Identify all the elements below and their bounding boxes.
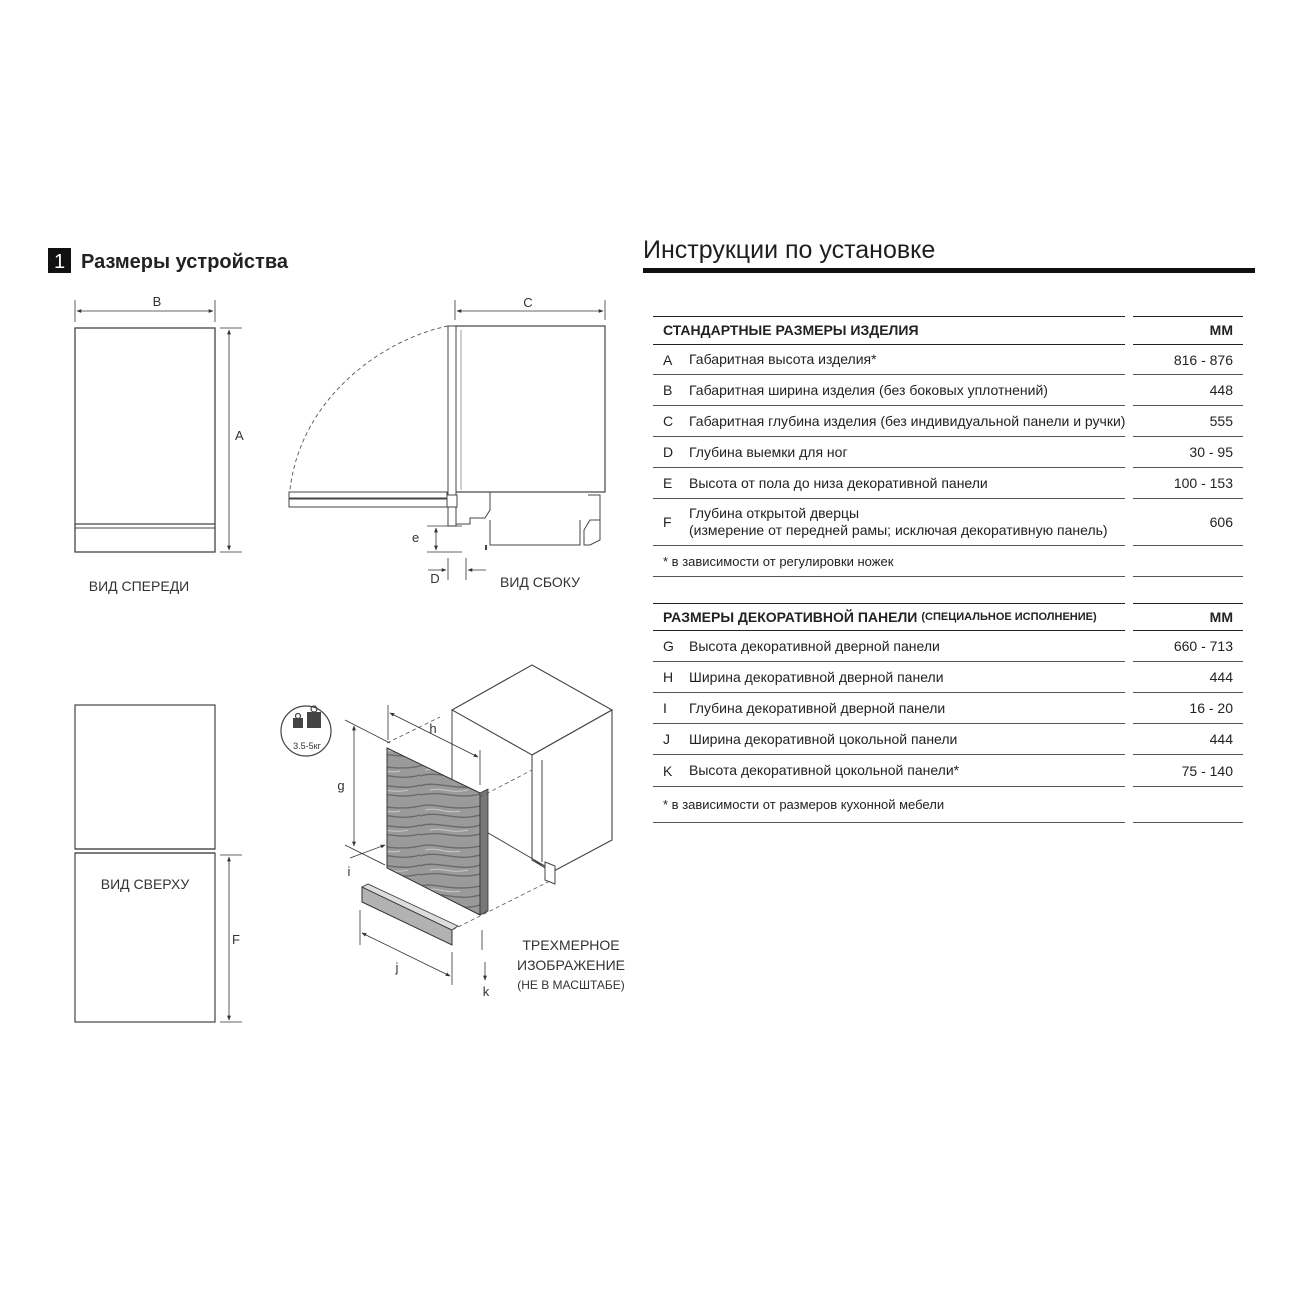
section-title: Размеры устройства — [81, 251, 289, 273]
row-value: 444 — [1209, 669, 1233, 685]
top-view-label: ВИД СВЕРХУ — [100, 876, 190, 892]
table2-title — [663, 603, 1097, 630]
row-description: Габаритная высота изделия* — [689, 351, 877, 367]
row-description: Ширина декоративной дверной панели — [689, 668, 944, 685]
dim-label-b: B — [152, 294, 162, 309]
iso-view — [281, 665, 625, 999]
row-letter: C — [663, 413, 674, 429]
row-description: Глубина декоративной дверной панели — [689, 699, 946, 716]
side-body — [455, 326, 605, 492]
iso-label-1: ТРЕХМЕРНОЕ — [522, 937, 620, 953]
table2-unit: ММ — [1209, 608, 1233, 625]
row-value: 100 - 153 — [1173, 475, 1233, 491]
table-row — [653, 499, 1243, 546]
table1-footnote: * в зависимости от регулировки ножек — [663, 553, 894, 569]
row-description: Глубина выемки для ног — [689, 443, 848, 460]
table1-unit: ММ — [1209, 322, 1233, 338]
open-door — [289, 492, 447, 498]
table-row — [653, 468, 1243, 499]
row-letter: A — [663, 351, 673, 368]
table-row — [653, 437, 1243, 468]
front-body — [75, 328, 215, 552]
row-letter: B — [663, 382, 673, 398]
table-row — [653, 755, 1243, 787]
table1-note-row — [653, 546, 1243, 577]
open-door-arc — [290, 326, 448, 490]
table2-header — [653, 603, 1243, 631]
row-value: 660 - 713 — [1173, 638, 1233, 654]
row-value: 606 — [1209, 514, 1233, 530]
row-letter: D — [663, 444, 674, 460]
row-description: Высота от пола до низа декоративной панели — [689, 474, 988, 491]
table1-header — [653, 316, 1243, 345]
table-row — [653, 693, 1243, 724]
table1-title: СТАНДАРТНЫЕ РАЗМЕРЫ ИЗДЕЛИЯ — [663, 322, 919, 338]
row-letter: E — [663, 475, 673, 491]
dim-label-h: h — [429, 721, 437, 736]
iso-label-2: ИЗОБРАЖЕНИЕ — [517, 957, 625, 973]
row-description — [689, 499, 1108, 545]
iso-label-3: (НЕ В МАСШТАБЕ) — [517, 978, 625, 992]
table-row — [653, 406, 1243, 437]
dim-label-d: D — [430, 571, 440, 586]
dim-label-i: i — [347, 864, 351, 879]
row-description-line1: Глубина открытой дверцы — [689, 505, 860, 521]
table-row — [653, 724, 1243, 755]
dim-line-j — [362, 933, 450, 976]
table-row — [653, 662, 1243, 693]
front-view-label: ВИД СПЕРЕДИ — [88, 578, 190, 594]
row-letter: H — [663, 669, 674, 685]
dim-label-j: j — [395, 960, 399, 975]
row-value: 444 — [1209, 731, 1233, 747]
row-description: Высота декоративной цокольной панели* — [689, 762, 960, 778]
row-letter: K — [663, 762, 673, 779]
row-letter: J — [663, 731, 670, 747]
row-letter: F — [663, 514, 672, 530]
top-body — [75, 705, 215, 849]
table2-footnote: * в зависимости от размеров кухонной мебели — [663, 797, 945, 812]
dim-label-a: A — [235, 428, 244, 443]
row-value: 448 — [1209, 382, 1233, 398]
row-value: 30 - 95 — [1189, 444, 1233, 460]
row-value: 75 - 140 — [1181, 762, 1233, 779]
top-view — [75, 705, 242, 1022]
weight-icon — [293, 718, 303, 728]
table2-title-main: РАЗМЕРЫ ДЕКОРАТИВНОЙ ПАНЕЛИ — [663, 608, 918, 625]
side-view-label: ВИД СБОКУ — [499, 574, 581, 590]
row-letter: G — [663, 638, 674, 654]
dim-label-c: C — [523, 295, 533, 310]
row-description: Габаритная глубина изделия (без индивидуальной панели и ручки) — [689, 412, 1126, 429]
row-letter: I — [663, 700, 667, 716]
table2-note-row — [653, 787, 1243, 823]
section-number: 1 — [53, 251, 66, 273]
dim-label-e: e — [412, 530, 420, 545]
decorative-panel-table — [653, 603, 1243, 823]
row-description-line2: (измерение от передней рамы; исключая декоративную панель) — [689, 522, 1108, 538]
iso-kickplate — [362, 887, 452, 945]
row-description: Высота декоративной дверной панели — [689, 637, 940, 654]
page-title: Инструкции по установке — [643, 236, 936, 264]
title-rule — [643, 268, 1255, 273]
iso-door-panel-edge — [480, 789, 488, 915]
row-value: 555 — [1209, 413, 1233, 429]
weight-label: 3.5-5кг — [293, 741, 321, 751]
front-view — [75, 294, 244, 594]
row-value: 16 - 20 — [1189, 700, 1233, 716]
row-description: Габаритная ширина изделия (без боковых уплотнений) — [689, 381, 1048, 398]
dim-label-g: g — [337, 778, 345, 793]
dim-label-f: F — [232, 932, 240, 947]
table-row — [653, 631, 1243, 662]
table2-title-small: (СПЕЦИАЛЬНОЕ ИСПОЛНЕНИЕ) — [921, 610, 1097, 623]
table-row — [653, 345, 1243, 375]
row-value: 816 - 876 — [1173, 351, 1233, 368]
dim-label-k: k — [482, 984, 490, 999]
table-row — [653, 375, 1243, 406]
standard-dimensions-table — [653, 316, 1243, 577]
row-description: Ширина декоративной цокольной панели — [689, 730, 958, 747]
side-view — [289, 295, 605, 590]
